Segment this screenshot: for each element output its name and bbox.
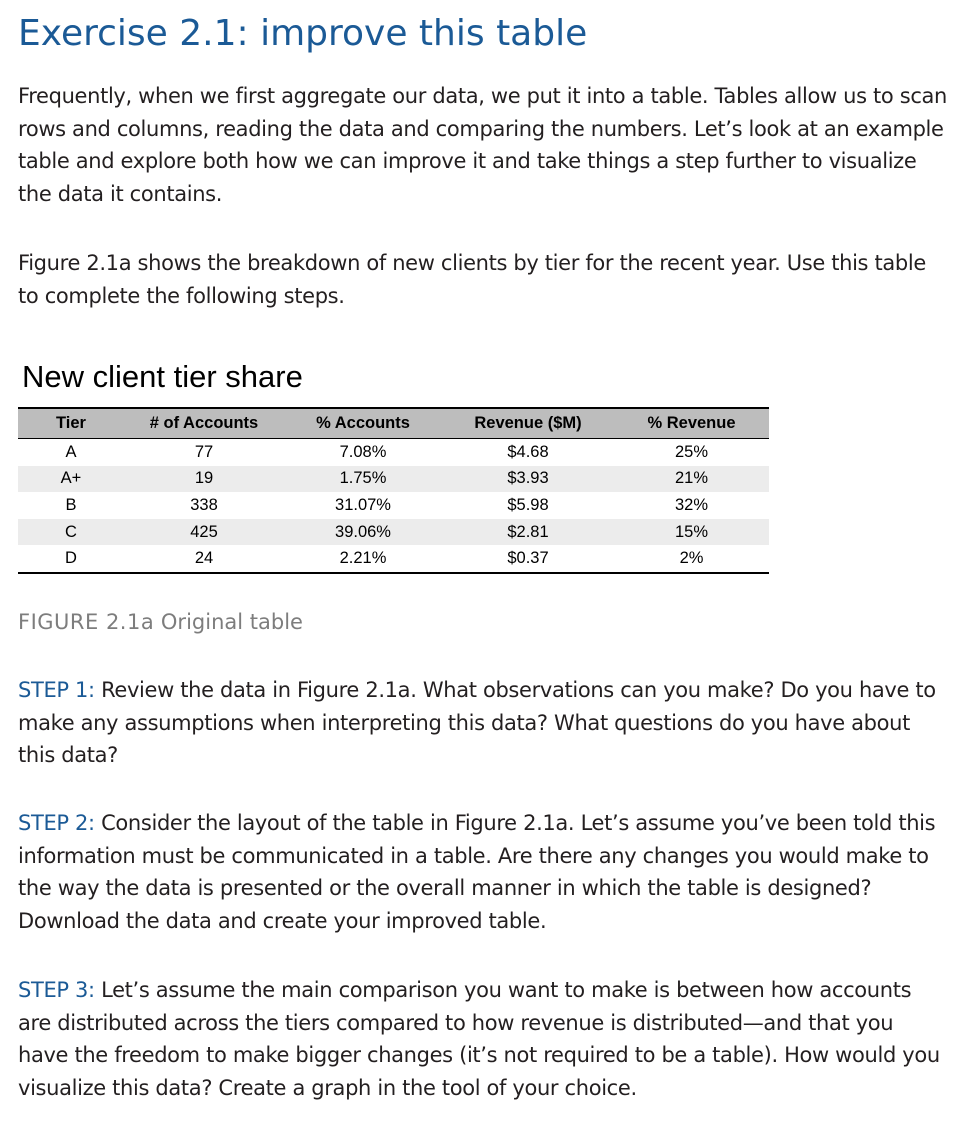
step-1-label: STEP 1: bbox=[18, 678, 95, 702]
header-pct-revenue: % Revenue bbox=[614, 408, 769, 439]
cell-revenue: $0.37 bbox=[442, 545, 614, 573]
step-3 bbox=[18, 974, 948, 1104]
cell-revenue: $2.81 bbox=[442, 519, 614, 546]
exercise-title-text: improve this table bbox=[260, 13, 588, 54]
cell-tier: B bbox=[65, 495, 77, 514]
figure-caption-text: Original table bbox=[160, 610, 303, 634]
cell-accounts: 425 bbox=[124, 519, 284, 546]
cell-pct-accounts: 39.06% bbox=[284, 519, 442, 546]
table-row bbox=[18, 492, 769, 519]
table-row bbox=[18, 466, 769, 493]
exercise-number: Exercise 2.1: bbox=[18, 13, 249, 54]
cell-revenue: $4.68 bbox=[507, 442, 549, 461]
cell-revenue: $3.93 bbox=[442, 466, 614, 493]
table-header-row bbox=[18, 408, 769, 439]
cell-pct-accounts: 31.07% bbox=[335, 495, 391, 514]
cell-pct-accounts: 2.21% bbox=[284, 545, 442, 573]
step-2-label: STEP 2: bbox=[18, 811, 95, 835]
cell-tier: A bbox=[65, 442, 77, 461]
figure-caption-label: FIGURE 2.1a bbox=[18, 610, 155, 634]
header-pct-accounts: % Accounts bbox=[284, 408, 442, 439]
step-1-text: Review the data in Figure 2.1a. What observations can you make? Do you have to make any assumptions when interpreting this data? What questions do you have about this data? bbox=[18, 678, 936, 767]
cell-pct-revenue: 25% bbox=[674, 442, 709, 461]
cell-pct-revenue: 2% bbox=[614, 545, 769, 573]
step-1 bbox=[18, 674, 948, 772]
header-accounts: # of Accounts bbox=[124, 408, 284, 439]
intro-paragraph-1: Frequently, when we first aggregate our data, we put it into a table. Tables allow us to scan rows and columns, reading the data and comparing the numbers. Let’s look at an example table and explore both how we can improve it and take things a step further to visualize the data it contains. bbox=[18, 84, 948, 206]
step-3-label: STEP 3: bbox=[18, 978, 95, 1002]
cell-pct-revenue: 32% bbox=[674, 495, 709, 514]
cell-pct-revenue: 15% bbox=[614, 519, 769, 546]
figure-caption bbox=[18, 606, 303, 638]
intro-paragraph-2: Figure 2.1a shows the breakdown of new clients by tier for the recent year. Use this table to complete the following steps. bbox=[18, 251, 926, 308]
cell-accounts: 24 bbox=[124, 545, 284, 573]
table-row bbox=[18, 519, 769, 546]
cell-tier: C bbox=[18, 519, 124, 546]
cell-tier: D bbox=[18, 545, 124, 573]
cell-accounts: 19 bbox=[124, 466, 284, 493]
cell-tier: A+ bbox=[18, 466, 124, 493]
cell-accounts: 77 bbox=[194, 442, 214, 461]
step-2 bbox=[18, 807, 948, 937]
client-tier-table bbox=[18, 407, 769, 574]
table-title: New client tier share bbox=[22, 359, 303, 394]
table-row bbox=[18, 545, 769, 573]
cell-revenue: $5.98 bbox=[507, 495, 549, 514]
table-row bbox=[18, 439, 769, 466]
step-3-text: Let’s assume the main comparison you want to make is between how accounts are distributed across the tiers compared to how revenue is distributed—and that you have the freedom to make bigger changes (it’s not required to be a table). How would you visualize this data? Create a graph in the tool of your choice. bbox=[18, 978, 940, 1100]
cell-accounts: 338 bbox=[190, 495, 218, 514]
cell-pct-revenue: 21% bbox=[614, 466, 769, 493]
cell-pct-accounts: 7.08% bbox=[339, 442, 387, 461]
cell-pct-accounts: 1.75% bbox=[284, 466, 442, 493]
header-revenue: Revenue ($M) bbox=[442, 408, 614, 439]
header-tier: Tier bbox=[18, 408, 124, 439]
step-2-text: Consider the layout of the table in Figure 2.1a. Let’s assume you’ve been told this information must be communicated in a table. Are there any changes you would make to the way the data is presented or the overall manner in which the table is designed? Download the data and create your improved table. bbox=[18, 811, 936, 933]
exercise-title bbox=[18, 10, 587, 58]
